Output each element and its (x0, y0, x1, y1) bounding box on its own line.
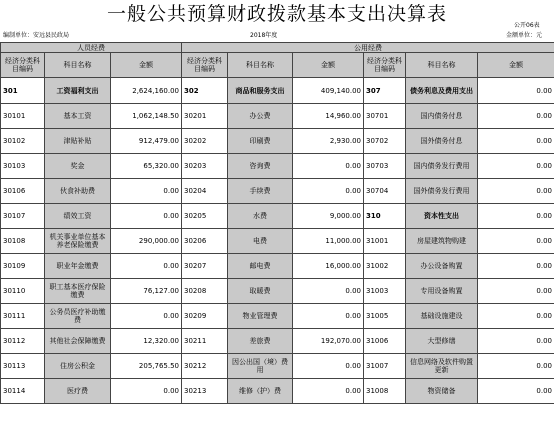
table-row (1, 129, 554, 154)
name-cell[interactable]: 国内债务发行费用 (406, 154, 478, 179)
amount-cell[interactable]: 16,000.00 (293, 254, 364, 279)
code-cell[interactable]: 30203 (182, 154, 228, 179)
amount-cell[interactable]: 205,765.50 (111, 354, 182, 379)
code-cell[interactable]: 30212 (182, 354, 228, 379)
name-cell[interactable]: 商品和服务支出 (228, 78, 293, 104)
code-cell[interactable]: 302 (182, 78, 228, 104)
amount-cell[interactable]: 0.00 (293, 279, 364, 304)
amount-cell[interactable]: 0.00 (478, 354, 554, 379)
code-cell[interactable]: 30111 (1, 304, 45, 329)
amount-cell[interactable]: 0.00 (111, 254, 182, 279)
name-cell[interactable]: 机关事业单位基本养老保险缴费 (45, 229, 111, 254)
name-cell[interactable]: 手续费 (228, 179, 293, 204)
amount-cell[interactable]: 11,000.00 (293, 229, 364, 254)
amount-cell[interactable]: 912,479.00 (111, 129, 182, 154)
name-cell[interactable]: 公务员医疗补助缴费 (45, 304, 111, 329)
table-row (1, 78, 554, 104)
table-row (1, 104, 554, 129)
name-cell[interactable]: 资本性支出 (406, 204, 478, 229)
code-cell[interactable]: 30205 (182, 204, 228, 229)
amount-cell[interactable]: 2,624,160.00 (111, 78, 182, 104)
code-cell[interactable]: 30202 (182, 129, 228, 154)
col-header-amount: 金额 (478, 53, 554, 78)
amount-cell[interactable]: 0.00 (293, 379, 364, 404)
col-header-amount: 金额 (293, 53, 364, 78)
name-cell[interactable]: 大型修缮 (406, 329, 478, 354)
col-header-name: 科目名称 (406, 53, 478, 78)
code-cell[interactable]: 30103 (1, 154, 45, 179)
currency-unit: 金额单位：元 (506, 32, 543, 39)
name-cell[interactable]: 差旅费 (228, 329, 293, 354)
name-cell[interactable]: 物业管理费 (228, 304, 293, 329)
code-cell[interactable]: 31005 (364, 304, 406, 329)
col-header-name: 科目名称 (228, 53, 293, 78)
amount-cell[interactable]: 0.00 (478, 304, 554, 329)
code-cell[interactable]: 30207 (182, 254, 228, 279)
amount-cell[interactable]: 0.00 (111, 179, 182, 204)
table-row (1, 329, 554, 354)
code-cell[interactable]: 307 (364, 78, 406, 104)
code-cell[interactable]: 30211 (182, 329, 228, 354)
code-cell[interactable]: 30201 (182, 104, 228, 129)
code-cell[interactable]: 31008 (364, 379, 406, 404)
name-cell[interactable]: 伙食补助费 (45, 179, 111, 204)
amount-cell[interactable]: 0.00 (111, 379, 182, 404)
code-cell[interactable]: 30112 (1, 329, 45, 354)
col-header-code: 经济分类科目编码 (182, 53, 228, 78)
col-header-code: 经济分类科目编码 (1, 53, 45, 78)
name-cell[interactable]: 维修（护）费 (228, 379, 293, 404)
amount-cell[interactable]: 192,070.00 (293, 329, 364, 354)
name-cell[interactable]: 水费 (228, 204, 293, 229)
name-cell[interactable]: 债务利息及费用支出 (406, 78, 478, 104)
code-cell[interactable]: 30206 (182, 229, 228, 254)
amount-cell[interactable]: 409,140.00 (293, 78, 364, 104)
code-cell[interactable]: 30702 (364, 129, 406, 154)
name-cell[interactable]: 房屋建筑物购建 (406, 229, 478, 254)
name-cell[interactable]: 国外债务付息 (406, 129, 478, 154)
amount-cell[interactable]: 0.00 (478, 204, 554, 229)
name-cell[interactable]: 专用设备购置 (406, 279, 478, 304)
name-cell[interactable]: 国内债务付息 (406, 104, 478, 129)
name-cell[interactable]: 职业年金缴费 (45, 254, 111, 279)
amount-cell[interactable]: 65,320.00 (111, 154, 182, 179)
amount-cell[interactable]: 0.00 (478, 279, 554, 304)
code-cell[interactable]: 30704 (364, 179, 406, 204)
name-cell[interactable]: 国外债务发行费用 (406, 179, 478, 204)
code-cell[interactable]: 31002 (364, 254, 406, 279)
code-cell[interactable]: 30204 (182, 179, 228, 204)
name-cell[interactable]: 因公出国（境）费用 (228, 354, 293, 379)
name-cell[interactable]: 医疗费 (45, 379, 111, 404)
name-cell[interactable]: 咨询费 (228, 154, 293, 179)
code-cell[interactable]: 31006 (364, 329, 406, 354)
name-cell[interactable]: 信息网络及软件购置更新 (406, 354, 478, 379)
name-cell[interactable]: 津贴补贴 (45, 129, 111, 154)
name-cell[interactable]: 其他社会保障缴费 (45, 329, 111, 354)
form-number: 公开06表 (514, 22, 540, 29)
table-row (1, 254, 554, 279)
expenditure-table (0, 42, 554, 404)
code-cell[interactable]: 31003 (364, 279, 406, 304)
amount-cell[interactable]: 12,320.00 (111, 329, 182, 354)
name-cell[interactable]: 物资储备 (406, 379, 478, 404)
amount-cell[interactable]: 0.00 (478, 154, 554, 179)
code-cell[interactable]: 30213 (182, 379, 228, 404)
name-cell[interactable]: 工资福利支出 (45, 78, 111, 104)
public-group-header: 公用经费 (182, 43, 554, 53)
table-row (1, 354, 554, 379)
column-header-row (1, 53, 554, 78)
amount-cell[interactable]: 290,000.00 (111, 229, 182, 254)
col-header-name: 科目名称 (45, 53, 111, 78)
table-row (1, 154, 554, 179)
name-cell[interactable]: 职工基本医疗保险缴费 (45, 279, 111, 304)
amount-cell[interactable]: 0.00 (478, 329, 554, 354)
amount-cell[interactable]: 0.00 (293, 304, 364, 329)
amount-cell[interactable]: 0.00 (478, 254, 554, 279)
amount-cell[interactable]: 9,000.00 (293, 204, 364, 229)
name-cell[interactable]: 印刷费 (228, 129, 293, 154)
amount-cell[interactable]: 14,960.00 (293, 104, 364, 129)
name-cell[interactable]: 基本工资 (45, 104, 111, 129)
code-cell[interactable]: 30209 (182, 304, 228, 329)
fiscal-year: 2018年度 (250, 32, 278, 39)
name-cell[interactable]: 奖金 (45, 154, 111, 179)
amount-cell[interactable]: 0.00 (293, 154, 364, 179)
amount-cell[interactable]: 0.00 (478, 129, 554, 154)
name-cell[interactable]: 办公费 (228, 104, 293, 129)
table-row (1, 379, 554, 404)
code-cell[interactable]: 30703 (364, 154, 406, 179)
table-row (1, 204, 554, 229)
amount-cell[interactable]: 1,062,148.50 (111, 104, 182, 129)
amount-cell[interactable]: 0.00 (478, 229, 554, 254)
code-cell[interactable]: 30106 (1, 179, 45, 204)
amount-cell[interactable]: 0.00 (478, 78, 554, 104)
group-header-row (1, 43, 554, 53)
code-cell[interactable]: 30208 (182, 279, 228, 304)
table-row (1, 229, 554, 254)
amount-cell[interactable]: 0.00 (111, 304, 182, 329)
amount-cell[interactable]: 0.00 (293, 354, 364, 379)
name-cell[interactable]: 绩效工资 (45, 204, 111, 229)
code-cell[interactable]: 30113 (1, 354, 45, 379)
code-cell[interactable]: 30701 (364, 104, 406, 129)
code-cell[interactable]: 31007 (364, 354, 406, 379)
amount-cell[interactable]: 0.00 (293, 179, 364, 204)
code-cell[interactable]: 30107 (1, 204, 45, 229)
amount-cell[interactable]: 76,127.00 (111, 279, 182, 304)
col-header-amount: 金额 (111, 53, 182, 78)
table-row (1, 179, 554, 204)
amount-cell[interactable]: 0.00 (478, 379, 554, 404)
amount-cell[interactable]: 0.00 (478, 104, 554, 129)
table-row (1, 279, 554, 304)
name-cell[interactable]: 办公设备购置 (406, 254, 478, 279)
col-header-code: 经济分类科目编码 (364, 53, 406, 78)
code-cell[interactable]: 31001 (364, 229, 406, 254)
page-title: 一般公共预算财政拨款基本支出决算表 (106, 3, 447, 25)
amount-cell[interactable]: 0.00 (111, 204, 182, 229)
compiling-unit: 编制单位：安远县民政局 (3, 32, 70, 39)
name-cell[interactable]: 取暖费 (228, 279, 293, 304)
code-cell[interactable]: 30102 (1, 129, 45, 154)
code-cell[interactable]: 30108 (1, 229, 45, 254)
name-cell[interactable]: 基础设施建设 (406, 304, 478, 329)
code-cell[interactable]: 30114 (1, 379, 45, 404)
code-cell[interactable]: 30109 (1, 254, 45, 279)
table-row (1, 304, 554, 329)
amount-cell[interactable]: 2,930.00 (293, 129, 364, 154)
name-cell[interactable]: 电费 (228, 229, 293, 254)
code-cell[interactable]: 301 (1, 78, 45, 104)
personnel-group-header: 人员经费 (1, 43, 182, 53)
amount-cell[interactable]: 0.00 (478, 179, 554, 204)
code-cell[interactable]: 30101 (1, 104, 45, 129)
code-cell[interactable]: 30110 (1, 279, 45, 304)
name-cell[interactable]: 邮电费 (228, 254, 293, 279)
code-cell[interactable]: 310 (364, 204, 406, 229)
name-cell[interactable]: 住房公积金 (45, 354, 111, 379)
